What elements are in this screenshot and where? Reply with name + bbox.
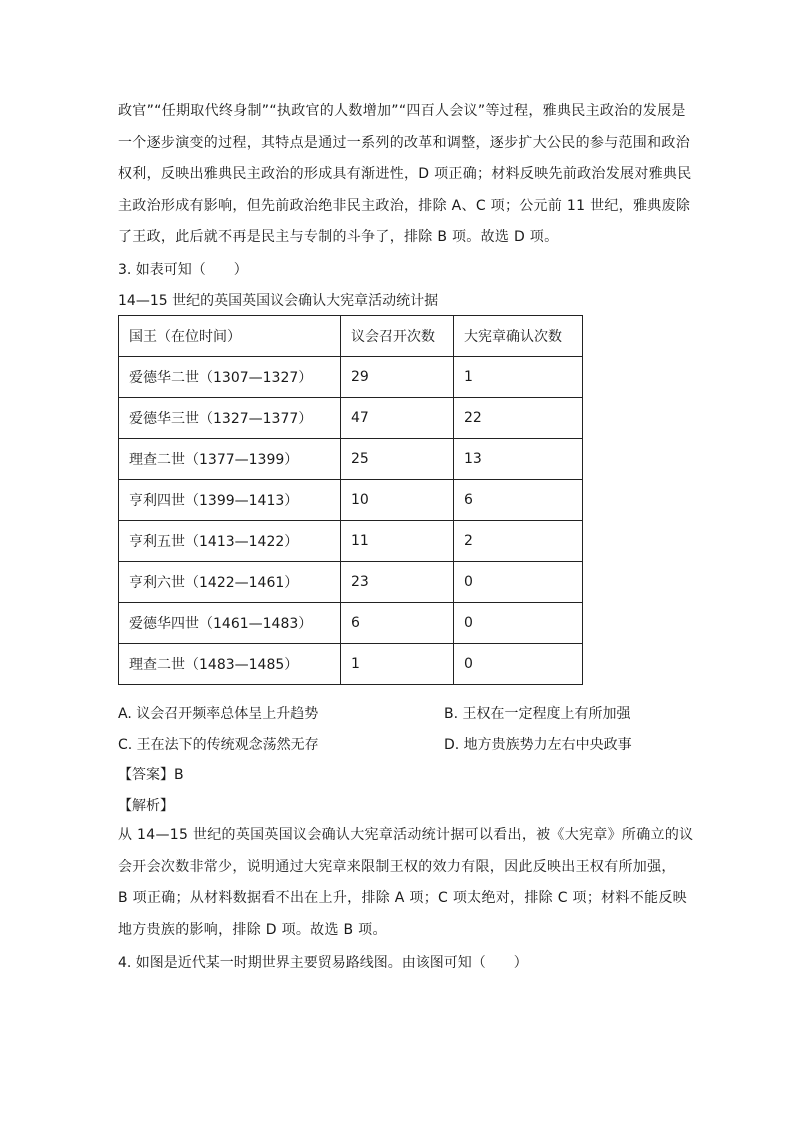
- table-cell: 理查二世（1483—1485）: [119, 644, 341, 685]
- table-row: [119, 644, 583, 685]
- table-cell: 亨利六世（1422—1461）: [119, 562, 341, 603]
- table-cell: 亨利四世（1399—1413）: [119, 480, 341, 521]
- statistics-table: [118, 315, 583, 685]
- table-row: [119, 439, 583, 480]
- table-row: [119, 562, 583, 603]
- header-cell: 大宪章确认次数: [454, 316, 583, 357]
- table-cell: 10: [341, 480, 454, 521]
- table-cell: 23: [341, 562, 454, 603]
- table-cell: 0: [454, 603, 583, 644]
- table-row: [119, 398, 583, 439]
- table-cell: 亨利五世（1413—1422）: [119, 521, 341, 562]
- text-line: 主政治形成有影响，但先前政治绝非民主政治，排除 A、C 项；公元前 11 世纪，雅典废除: [118, 197, 691, 214]
- text-line: 了王政，此后就不再是民主与专制的斗争了，排除 B 项。故选 D 项。: [118, 229, 559, 245]
- option-c: C. 王在法下的传统观念荡然无存: [118, 737, 319, 753]
- option-d: D. 地方贵族势力左右中央政事: [444, 737, 632, 753]
- table-cell: 29: [341, 357, 454, 398]
- text-line: 一个逐步演变的过程，其特点是通过一系列的改革和调整，逐步扩大公民的参与范围和政治: [118, 134, 690, 151]
- table-cell: 47: [341, 398, 454, 439]
- question-3-analysis-paragraph: [118, 820, 694, 946]
- table-cell: 0: [454, 644, 583, 685]
- table-cell: 13: [454, 439, 583, 480]
- text-line: 权利，反映出雅典民主政治的形成具有渐进性，D 项正确；材料反映先前政治发展对雅典民: [118, 166, 692, 182]
- question-4-stem: 4. 如图是近代某一时期世界主要贸易路线图。由该图可知（ ）: [118, 955, 528, 971]
- text-line: 政官”“任期取代终身制”“执政官的人数增加”“四百人会议”等过程，雅典民主政治的发展是: [118, 103, 686, 119]
- text-line: 地方贵族的影响，排除 D 项。故选 B 项。: [118, 921, 387, 938]
- table-cell: 6: [341, 603, 454, 644]
- table-cell: 2: [454, 521, 583, 562]
- table-cell: 25: [341, 439, 454, 480]
- table-cell: 爱德华二世（1307—1327）: [119, 357, 341, 398]
- table-row: [119, 603, 583, 644]
- header-cell: 议会召开次数: [341, 316, 454, 357]
- table-cell: 1: [341, 644, 454, 685]
- answer-label: 【答案】B: [118, 767, 184, 783]
- text-line: 从 14—15 世纪的英国英国议会确认大宪章活动统计据可以看出，被《大宪章》所确立的议: [118, 827, 694, 843]
- table-cell: 22: [454, 398, 583, 439]
- text-line: B 项正确；从材料数据看不出在上升，排除 A 项；C 项太绝对，排除 C 项；材料不能反映: [118, 890, 687, 906]
- table-cell: 6: [454, 480, 583, 521]
- analysis-label: 【解析】: [118, 798, 174, 814]
- table-row: [119, 357, 583, 398]
- table-cell: 爱德华三世（1327—1377）: [119, 398, 341, 439]
- table-title: 14—15 世纪的英国英国议会确认大宪章活动统计据: [118, 293, 439, 309]
- previous-analysis-paragraph: [118, 96, 692, 254]
- table-cell: 11: [341, 521, 454, 562]
- option-a: A. 议会召开频率总体呈上升趋势: [118, 706, 319, 722]
- table-header-row: [119, 316, 583, 357]
- table-cell: 理查二世（1377—1399）: [119, 439, 341, 480]
- table-row: [119, 480, 583, 521]
- table-cell: 爱德华四世（1461—1483）: [119, 603, 341, 644]
- question-3-stem: 3. 如表可知（ ）: [118, 262, 248, 278]
- header-cell: 国王（在位时间）: [119, 316, 341, 357]
- text-line: 会开会次数非常少，说明通过大宪章来限制王权的效力有限，因此反映出王权有所加强，: [118, 858, 676, 875]
- table-cell: 0: [454, 562, 583, 603]
- table-cell: 1: [454, 357, 583, 398]
- option-b: B. 王权在一定程度上有所加强: [444, 706, 631, 722]
- table-row: [119, 521, 583, 562]
